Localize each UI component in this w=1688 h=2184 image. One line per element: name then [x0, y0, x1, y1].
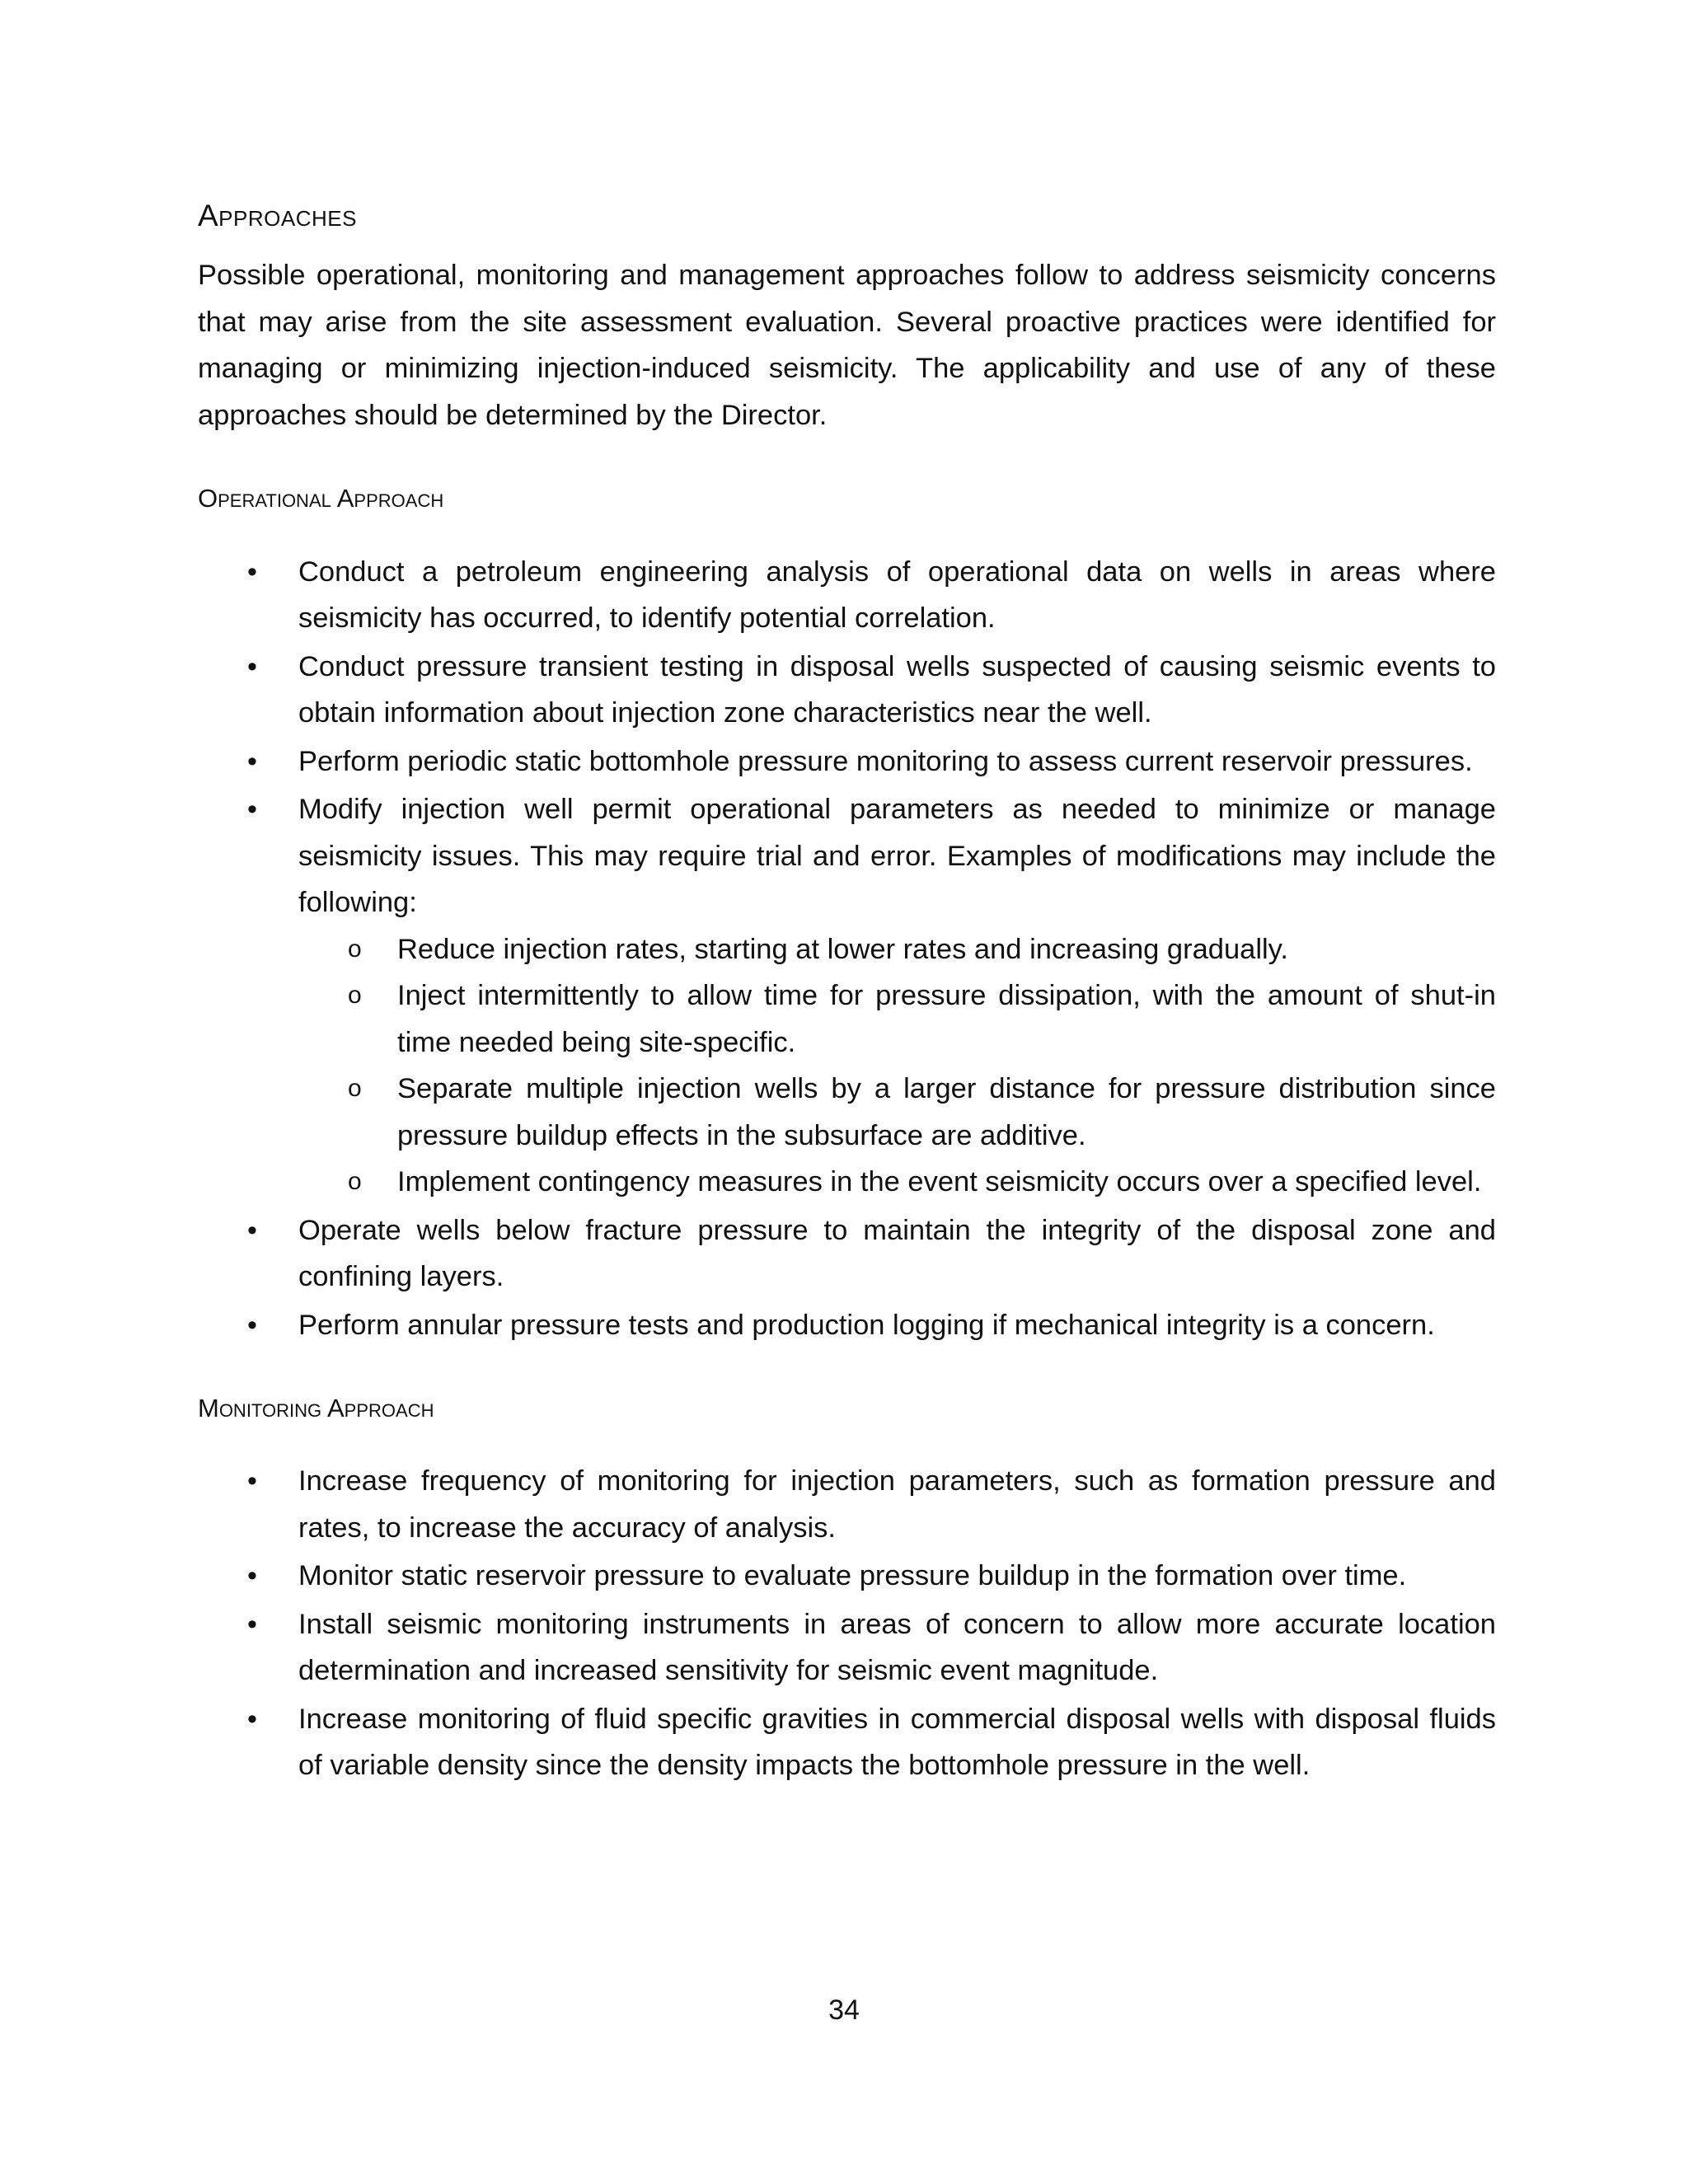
hollow-bullet-icon: o: [348, 1168, 362, 1196]
section-heading-approaches: Approaches: [198, 199, 357, 232]
hollow-bullet-icon: o: [348, 935, 362, 963]
list-item: • Increase frequency of monitoring for injection parameters, such as formation pressure and rates, to increase the accuracy of analysis.: [198, 1458, 1496, 1551]
bullet-icon: •: [247, 1703, 257, 1735]
list-item: • Modify injection well permit operational parameters as needed to minimize or manage seismicity issues. This may require trial and error. Examples of modifications may include the following: o Reduce injection rates, starting at lower rates and increasing gradually. o Inject intermittently to allow time for pressure dissipation, with the amount of shut-in time needed being site-specific. o Separate multiple injection wells by a larger distance for pressure distribution since pressure buildup effects in the subsurface are additive. o Implement contingency measures in the event seismicity occurs over a specified level.: [198, 786, 1496, 1206]
sub-list-item: o Implement contingency measures in the event seismicity occurs over a specified level.: [298, 1159, 1496, 1206]
sub-list-item: o Inject intermittently to allow time for pressure dissipation, with the amount of shut-in time needed being site-specific.: [298, 972, 1496, 1066]
monitoring-list: [198, 1458, 1496, 1789]
bullet-icon: •: [247, 1309, 257, 1341]
subsection-heading-operational: Operational Approach: [198, 484, 444, 513]
bullet-icon: •: [247, 1560, 257, 1592]
list-item: • Monitor static reservoir pressure to evaluate pressure buildup in the formation over time.: [198, 1553, 1496, 1600]
subsection-heading-monitoring: Monitoring Approach: [198, 1394, 434, 1423]
list-item: • Increase monitoring of fluid specific gravities in commercial disposal wells with disposal fluids of variable density since the density impacts the bottomhole pressure in the well.: [198, 1696, 1496, 1789]
list-item: • Conduct a petroleum engineering analysis of operational data on wells in areas where seismicity has occurred, to identify potential correlation.: [198, 549, 1496, 642]
list-item: • Install seismic monitoring instruments in areas of concern to allow more accurate location determination and increased sensitivity for seismic event magnitude.: [198, 1601, 1496, 1694]
list-item: • Operate wells below fracture pressure to maintain the integrity of the disposal zone and confining layers.: [198, 1207, 1496, 1301]
bullet-icon: •: [247, 794, 257, 826]
intro-paragraph: Possible operational, monitoring and management approaches follow to address seismicity concerns that may arise from the site assessment evaluation. Several proactive practices were identified for managing or minimizing injection-induced seismicity. The applicability and use of any of these approaches should be determined by the Director.: [198, 260, 1496, 431]
bullet-icon: •: [247, 1214, 257, 1246]
hollow-bullet-icon: o: [348, 982, 362, 1010]
document-page: [198, 198, 1496, 1791]
sub-list-item: o Reduce injection rates, starting at lower rates and increasing gradually.: [298, 926, 1496, 973]
bullet-icon: •: [247, 1465, 257, 1497]
bullet-icon: •: [247, 555, 257, 588]
list-item: • Conduct pressure transient testing in disposal wells suspected of causing seismic events to obtain information about injection zone characteristics near the well.: [198, 644, 1496, 737]
sub-list-item: o Separate multiple injection wells by a larger distance for pressure distribution since pressure buildup effects in the subsurface are additive.: [298, 1066, 1496, 1159]
bullet-icon: •: [247, 745, 257, 777]
bullet-icon: •: [247, 1608, 257, 1640]
list-item: • Perform periodic static bottomhole pressure monitoring to assess current reservoir pressures.: [198, 738, 1496, 785]
hollow-bullet-icon: o: [348, 1075, 362, 1103]
list-item: • Perform annular pressure tests and production logging if mechanical integrity is a concern.: [198, 1302, 1496, 1349]
page-number: 34: [828, 1994, 860, 2026]
bullet-icon: •: [247, 650, 257, 682]
operational-list: [198, 549, 1496, 1349]
modifications-sublist: [298, 926, 1496, 1206]
